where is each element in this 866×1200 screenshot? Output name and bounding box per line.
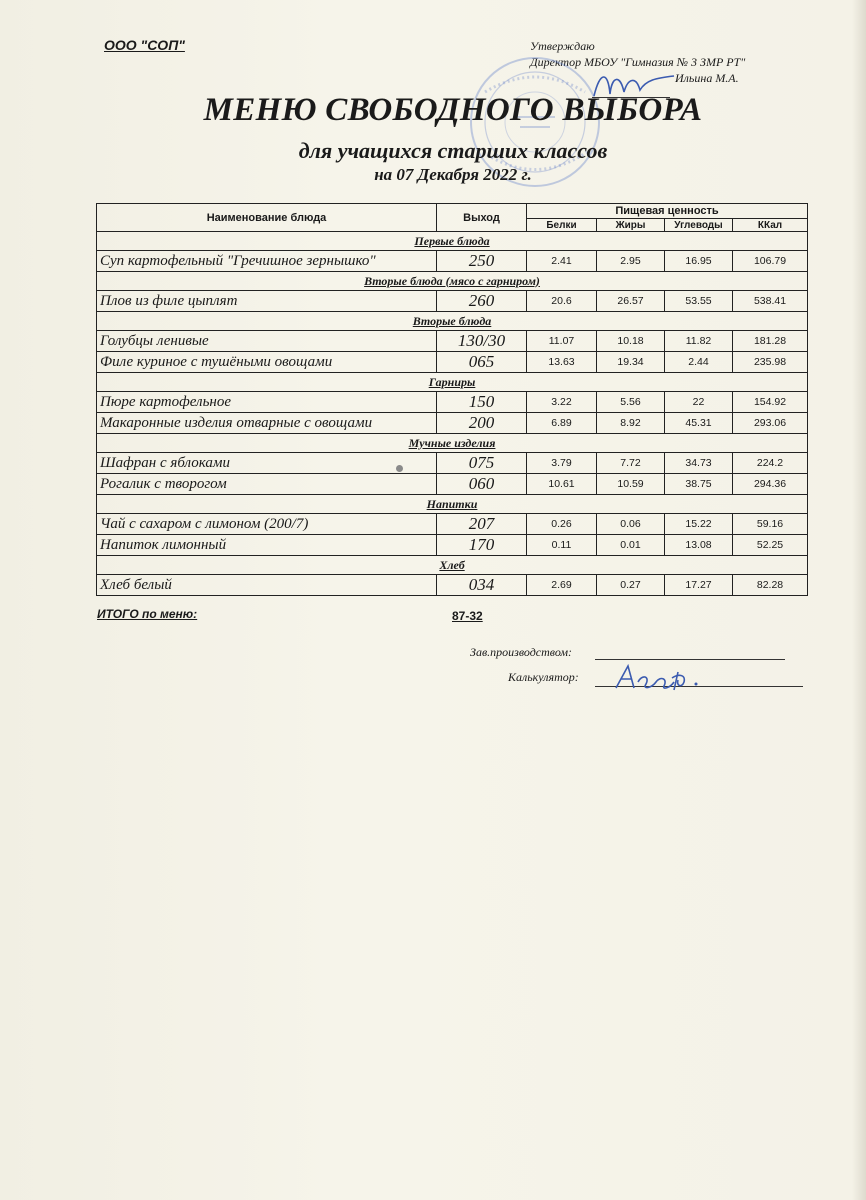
approval-person: Ильина М.А. <box>675 71 739 85</box>
carbs-value: 2.44 <box>665 352 733 373</box>
dish-output: 207 <box>437 514 527 535</box>
carbs-value: 16.95 <box>665 251 733 272</box>
table-row <box>97 453 808 474</box>
carbs-value: 13.08 <box>665 535 733 556</box>
section-title: Мучные изделия <box>97 434 808 453</box>
header-kcal: ККал <box>733 219 808 232</box>
menu-table <box>96 203 808 596</box>
fat-value: 10.59 <box>597 474 665 495</box>
dish-output: 130/30 <box>437 331 527 352</box>
fat-value: 2.95 <box>597 251 665 272</box>
dish-name: Хлеб белый <box>97 575 437 596</box>
table-row <box>97 352 808 373</box>
fat-value: 0.27 <box>597 575 665 596</box>
protein-value: 3.22 <box>527 392 597 413</box>
dish-output: 075 <box>437 453 527 474</box>
table-row <box>97 392 808 413</box>
approval-word: Утверждаю <box>530 39 595 53</box>
dish-name: Плов из филе цыплят <box>97 291 437 312</box>
company-name: ООО "СОП" <box>104 37 185 53</box>
kcal-value: 294.36 <box>733 474 808 495</box>
protein-value: 20.6 <box>527 291 597 312</box>
fat-value: 26.57 <box>597 291 665 312</box>
menu-body <box>97 232 808 596</box>
calculator-label: Калькулятор: <box>508 670 579 684</box>
fat-value: 8.92 <box>597 413 665 434</box>
section-title: Вторые блюда <box>97 312 808 331</box>
kcal-value: 235.98 <box>733 352 808 373</box>
dish-output: 170 <box>437 535 527 556</box>
dish-name: Шафран с яблоками <box>97 453 437 474</box>
fat-value: 19.34 <box>597 352 665 373</box>
kcal-value: 52.25 <box>733 535 808 556</box>
production-signature-line <box>595 659 785 660</box>
section-row <box>97 434 808 453</box>
table-row <box>97 331 808 352</box>
dish-output: 034 <box>437 575 527 596</box>
kcal-value: 538.41 <box>733 291 808 312</box>
fat-value: 10.18 <box>597 331 665 352</box>
carbs-value: 45.31 <box>665 413 733 434</box>
carbs-value: 22 <box>665 392 733 413</box>
page-title: МЕНЮ СВОБОДНОГО ВЫБОРА <box>203 92 703 128</box>
carbs-value: 53.55 <box>665 291 733 312</box>
carbs-value: 11.82 <box>665 331 733 352</box>
header-carbs: Углеводы <box>665 219 733 232</box>
header-dish-name: Наименование блюда <box>97 204 437 232</box>
table-row <box>97 474 808 495</box>
production-label: Зав.производством: <box>470 645 573 659</box>
section-row <box>97 556 808 575</box>
section-row <box>97 495 808 514</box>
carbs-value: 34.73 <box>665 453 733 474</box>
section-title: Гарниры <box>97 373 808 392</box>
kcal-value: 181.28 <box>733 331 808 352</box>
dish-name: Макаронные изделия отварные с овощами <box>97 413 437 434</box>
kcal-value: 224.2 <box>733 453 808 474</box>
table-row <box>97 413 808 434</box>
kcal-value: 82.28 <box>733 575 808 596</box>
dish-output: 065 <box>437 352 527 373</box>
dish-name: Голубцы ленивые <box>97 331 437 352</box>
protein-value: 0.26 <box>527 514 597 535</box>
protein-value: 11.07 <box>527 331 597 352</box>
section-title: Напитки <box>97 495 808 514</box>
calculator-signature <box>612 662 712 694</box>
section-title: Вторые блюда (мясо с гарниром) <box>97 272 808 291</box>
dish-name: Пюре картофельное <box>97 392 437 413</box>
header-fat: Жиры <box>597 219 665 232</box>
header-output: Выход <box>437 204 527 232</box>
dish-name: Филе куриное с тушёными овощами <box>97 352 437 373</box>
table-row <box>97 575 808 596</box>
dish-name: Рогалик с творогом <box>97 474 437 495</box>
ink-spot <box>396 465 403 472</box>
table-row <box>97 291 808 312</box>
kcal-value: 106.79 <box>733 251 808 272</box>
approval-position: Директор МБОУ "Гимназия № 3 ЗМР РТ" <box>530 55 746 69</box>
protein-value: 2.41 <box>527 251 597 272</box>
section-row <box>97 232 808 251</box>
dish-output: 060 <box>437 474 527 495</box>
dish-output: 150 <box>437 392 527 413</box>
dish-name: Чай с сахаром с лимоном (200/7) <box>97 514 437 535</box>
fat-value: 0.06 <box>597 514 665 535</box>
protein-value: 13.63 <box>527 352 597 373</box>
fat-value: 7.72 <box>597 453 665 474</box>
menu-date: на 07 Декабря 2022 г. <box>374 165 532 184</box>
carbs-value: 17.27 <box>665 575 733 596</box>
table-row <box>97 514 808 535</box>
fat-value: 0.01 <box>597 535 665 556</box>
total-label: ИТОГО по меню: <box>97 607 198 621</box>
dish-name: Напиток лимонный <box>97 535 437 556</box>
carbs-value: 15.22 <box>665 514 733 535</box>
protein-value: 3.79 <box>527 453 597 474</box>
section-row <box>97 373 808 392</box>
section-row <box>97 272 808 291</box>
table-row <box>97 251 808 272</box>
header-protein: Белки <box>527 219 597 232</box>
protein-value: 10.61 <box>527 474 597 495</box>
dish-output: 260 <box>437 291 527 312</box>
kcal-value: 293.06 <box>733 413 808 434</box>
section-title: Хлеб <box>97 556 808 575</box>
header-nutrition: Пищевая ценность <box>527 204 808 219</box>
table-row <box>97 535 808 556</box>
fat-value: 5.56 <box>597 392 665 413</box>
protein-value: 2.69 <box>527 575 597 596</box>
section-row <box>97 312 808 331</box>
kcal-value: 154.92 <box>733 392 808 413</box>
protein-value: 0.11 <box>527 535 597 556</box>
dish-name: Суп картофельный "Гречишное зернышко" <box>97 251 437 272</box>
page-subtitle: для учащихся старших классов <box>298 138 608 163</box>
protein-value: 6.89 <box>527 413 597 434</box>
carbs-value: 38.75 <box>665 474 733 495</box>
section-title: Первые блюда <box>97 232 808 251</box>
total-value: 87-32 <box>452 609 483 623</box>
dish-output: 200 <box>437 413 527 434</box>
kcal-value: 59.16 <box>733 514 808 535</box>
dish-output: 250 <box>437 251 527 272</box>
